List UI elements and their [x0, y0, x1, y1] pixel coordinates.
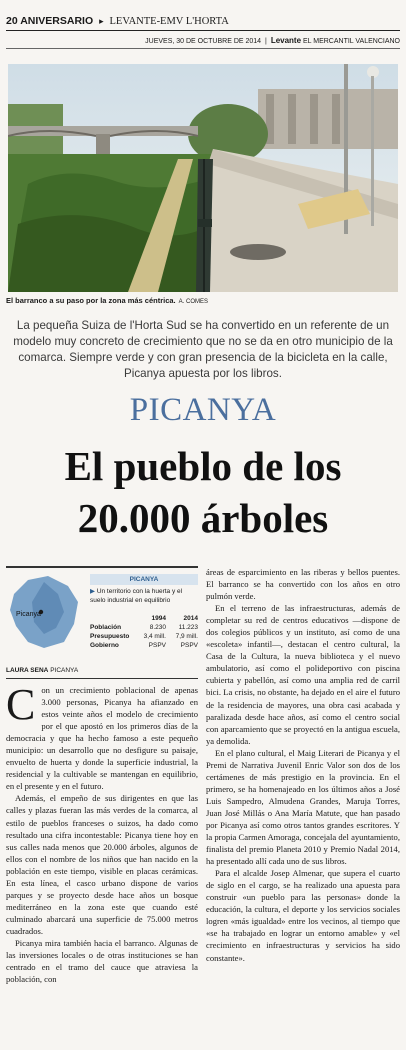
photo-caption	[6, 295, 400, 308]
fact-box-table	[90, 614, 198, 650]
paragraph-4: áreas de esparcimiento en las riberas y bellos puentes. El barranco se ha convertido con los años en otro pulmón verde.	[206, 567, 400, 602]
table-row	[90, 632, 198, 641]
arrow-icon: ▸	[99, 16, 104, 26]
row-value: 8.230	[149, 624, 166, 631]
paragraph-2: Además, el empeño de sus dirigentes en que las calles y plazas fueran las más verdes de la comarca, al estilo de pueblos franceses o suizos, ha dado como resultado una cifra incontestable: Picanya tiene hoy en sus calles nada menos que 20.000 árboles, algunos de ellos con el nombre de los niños que han nacido en la población en este tiempo, visible en placas cerámicas. En esta línea, el casco urbano dispone de varios parques y se proyecto desde hace años un bosque mediterráneo en la zona este que cuando esté culminado abarcará una superficie de 75.000 metros cuadrados.	[6, 793, 198, 936]
year-header: 1994	[151, 615, 166, 622]
caption-text: El barranco a su paso por la zona más céntrica.	[6, 296, 176, 305]
date-rule	[6, 48, 400, 49]
byline	[6, 666, 78, 676]
bullet-icon: ▶	[90, 588, 95, 595]
paragraph-7: Para el alcalde Josep Almenar, que supera el cuarto de siglo en el cargo, se ha realizado una apuesta para construir «un pueblo para las personas» donde la educación, la cultura, el deporte y los servicios sociales logren «más igualdad» entre los vecinos, al tiempo que «se ha trabajado en lograr un entorno amable» y «el crecimiento en infraestructuras y servicios ha sido constante».	[206, 868, 400, 963]
photo-illustration	[8, 64, 398, 292]
section-label: 20 ANIVERSARIO	[6, 15, 94, 27]
row-label: Gobierno	[90, 642, 119, 649]
brand-name: Levante	[270, 36, 302, 45]
kicker-title: PICANYA	[129, 392, 277, 428]
paragraph-1	[6, 684, 198, 792]
fact-box-title: PICANYA	[90, 574, 198, 585]
map-town-label: Picanya	[16, 611, 41, 618]
brand-subtitle: EL MERCANTIL VALENCIANO	[303, 38, 400, 45]
headline	[0, 440, 406, 544]
date-text: JUEVES, 30 DE OCTUBRE DE 2014	[145, 38, 262, 45]
edition-label: LEVANTE-EMV L'HORTA	[109, 16, 229, 27]
row-value: 7,9 mill.	[175, 633, 198, 640]
fact-box-desc-text: Un territorio con la huerta y el suelo industrial en equilibrio	[90, 588, 183, 604]
paragraph-1-text: on un crecimiento poblacional de apenas 3.000 personas, Picanya ha afianzado en estos veinte años el modelo de crecimiento por el que apostó en los primeros días de la democracia y que ha hecho famoso a este pequeño municipio: un desarrollo que no desfigure su paisaje, envuelto de huerta y donde la superficie industrial, la residencial y la cultivable se mantengan en equilibrio, en el presente y en el futuro.	[6, 685, 198, 792]
byline-place: PICANYA	[50, 667, 79, 674]
row-label: Población	[90, 624, 122, 631]
dateline: JUEVES, 30 DE OCTUBRE DE 2014 | Levante EL MERCANTIL VALENCIANO	[145, 36, 400, 45]
fact-box-description	[90, 588, 198, 605]
headline-line-2: 20.000 árboles	[77, 495, 329, 541]
row-value: 3,4 mill.	[143, 633, 166, 640]
fact-box-rule	[6, 566, 198, 568]
table-header-row	[90, 614, 198, 623]
author-name: LAURA SENA	[6, 667, 49, 674]
byline-rule	[6, 678, 198, 679]
drop-cap: C	[6, 684, 36, 729]
section-header	[6, 14, 400, 28]
paragraph-5: En el terreno de las infraestructuras, además de completar su red de centros educativos —dispone de dos colegios públicos y un instituto, así como de una «escoleta» infantil—, destacan el centro cultural, la Casa de la Cultura, la nueva biblioteca y el nuevo ambulatorio, así como el polideportivo con piscina cubierta y pabellón, así como una amplia red de carril bici. La crisis, no obstante, ha dejado en el aire el futuro de la residencia de mayores, una obra casi acabada y paralizada desde hace años, así como el centro social con aparcamiento que se proyectó en la antigua escuela, ya demolida.	[206, 603, 400, 746]
photo-credit: A. COMES	[178, 299, 208, 305]
fact-box	[6, 566, 198, 662]
article-column-left	[6, 684, 198, 1046]
table-row	[90, 641, 198, 650]
headline-line-1: El pueblo de los	[64, 443, 342, 489]
municipality-map	[8, 572, 82, 652]
header-rule	[6, 30, 400, 31]
row-value: 11.223	[178, 624, 198, 631]
row-value: PSPV	[180, 642, 198, 649]
row-label: Presupuesto	[90, 633, 130, 640]
article-column-right	[206, 566, 400, 1046]
paragraph-3: Picanya mira también hacia el barranco. Algunas de las inversiones locales o de otras instituciones se han centrado en el tramo del cauce que atraviesa la población, con	[6, 937, 198, 985]
table-row	[90, 623, 198, 632]
barranco-photo	[8, 64, 398, 292]
year-header: 2014	[183, 615, 198, 622]
paragraph-6: En el plano cultural, el Maig Literari de Picanya y el Premi de Narrativa Juvenil Enric Valor son dos de los certámenes de más prestigio en la provincia. En el primero, se ha homenajeado en los últimos años a José Luis Sampedro, Almudena Grandes, Maruja Torres, Juan José Millás o Ana María Matute, que han pasado por Picanya así como otros tantos grandes escritores. Y la propia Carmen Amoraga, concejala del ayuntamiento, finalista del premio Planeta 2010 y Premio Nadal 2014, ha presentado allí cada uno de sus libros.	[206, 747, 400, 867]
row-value: PSPV	[148, 642, 166, 649]
lede-paragraph: La pequeña Suiza de l'Horta Sud se ha convertido en un referente de un modelo muy concreto de crecimiento que no se da en otro municipio de la comarca. Siempre verde y con gran presencia de la bicicleta en la calle, Picanya apuesta por los libros.	[13, 319, 393, 380]
